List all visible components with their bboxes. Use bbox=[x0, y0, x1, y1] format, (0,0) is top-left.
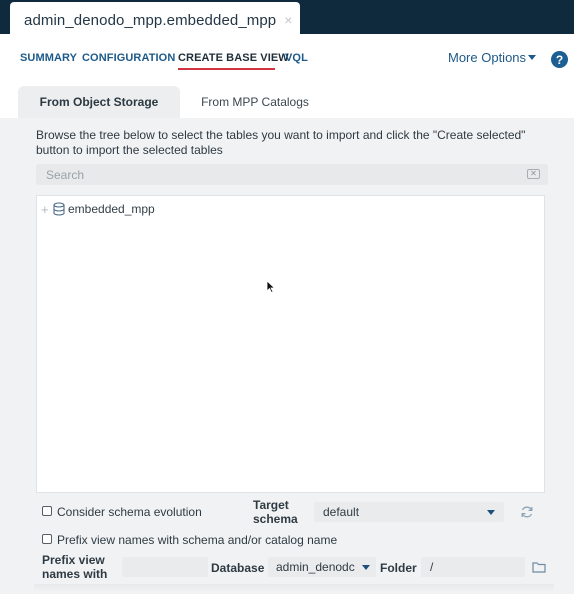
help-icon[interactable]: ? bbox=[551, 51, 568, 68]
folder-value: / bbox=[430, 560, 434, 574]
object-tree[interactable] bbox=[36, 195, 545, 493]
chevron-down-icon bbox=[487, 510, 495, 515]
mouse-cursor-icon bbox=[266, 280, 276, 294]
window-tab-title: admin_denodo_mpp.embedded_mpp bbox=[24, 11, 277, 29]
window-tab[interactable] bbox=[10, 2, 300, 38]
tree-node[interactable] bbox=[41, 201, 155, 217]
target-schema-value: default bbox=[323, 505, 360, 519]
subtab-bar bbox=[0, 86, 574, 118]
schema-evolution-checkbox[interactable] bbox=[42, 506, 52, 516]
search-input[interactable] bbox=[36, 164, 548, 185]
nav-configuration[interactable]: CONFIGURATION bbox=[82, 52, 176, 64]
prefix-names-label: Prefix view names with schema and/or catalog name bbox=[57, 533, 338, 547]
chevron-down-icon bbox=[362, 565, 370, 570]
tree-node-label: embedded_mpp bbox=[68, 202, 155, 216]
tab-from-object-storage[interactable]: From Object Storage bbox=[18, 86, 180, 118]
active-nav-underline bbox=[178, 68, 275, 70]
database-label: Database bbox=[211, 561, 265, 575]
folder-input[interactable] bbox=[421, 557, 525, 577]
chevron-down-icon[interactable] bbox=[528, 55, 536, 60]
target-schema-select[interactable] bbox=[314, 502, 504, 522]
folder-label: Folder bbox=[380, 561, 417, 575]
prefix-with-input[interactable] bbox=[122, 557, 208, 577]
database-value: admin_denodc bbox=[276, 560, 355, 574]
target-schema-label: Target schema bbox=[253, 498, 298, 526]
schema-evolution-label: Consider schema evolution bbox=[57, 505, 202, 519]
nav-vql[interactable]: VQL bbox=[285, 52, 308, 64]
bottom-edge bbox=[34, 584, 554, 592]
database-icon bbox=[53, 202, 65, 216]
nav-summary[interactable]: SUMMARY bbox=[20, 52, 78, 64]
instructions-text: Browse the tree below to select the tables you want to import and click the "Create selected" button to import the selected tables bbox=[36, 128, 526, 157]
prefix-names-checkbox[interactable] bbox=[42, 534, 52, 544]
more-options-button[interactable]: More Options bbox=[448, 50, 527, 65]
top-navigation bbox=[0, 46, 574, 74]
database-select[interactable] bbox=[268, 557, 376, 577]
search-placeholder: Search bbox=[46, 167, 85, 182]
tab-from-mpp-catalogs[interactable]: From MPP Catalogs bbox=[201, 95, 309, 109]
folder-icon[interactable] bbox=[532, 561, 546, 573]
close-icon[interactable]: × bbox=[284, 12, 293, 28]
clear-search-icon[interactable]: ✕ bbox=[527, 169, 540, 179]
nav-create-base-view[interactable]: CREATE BASE VIEW bbox=[178, 52, 289, 64]
expand-icon[interactable]: + bbox=[41, 201, 49, 217]
prefix-with-label: Prefix view names with bbox=[42, 553, 108, 581]
refresh-icon[interactable] bbox=[520, 505, 534, 519]
